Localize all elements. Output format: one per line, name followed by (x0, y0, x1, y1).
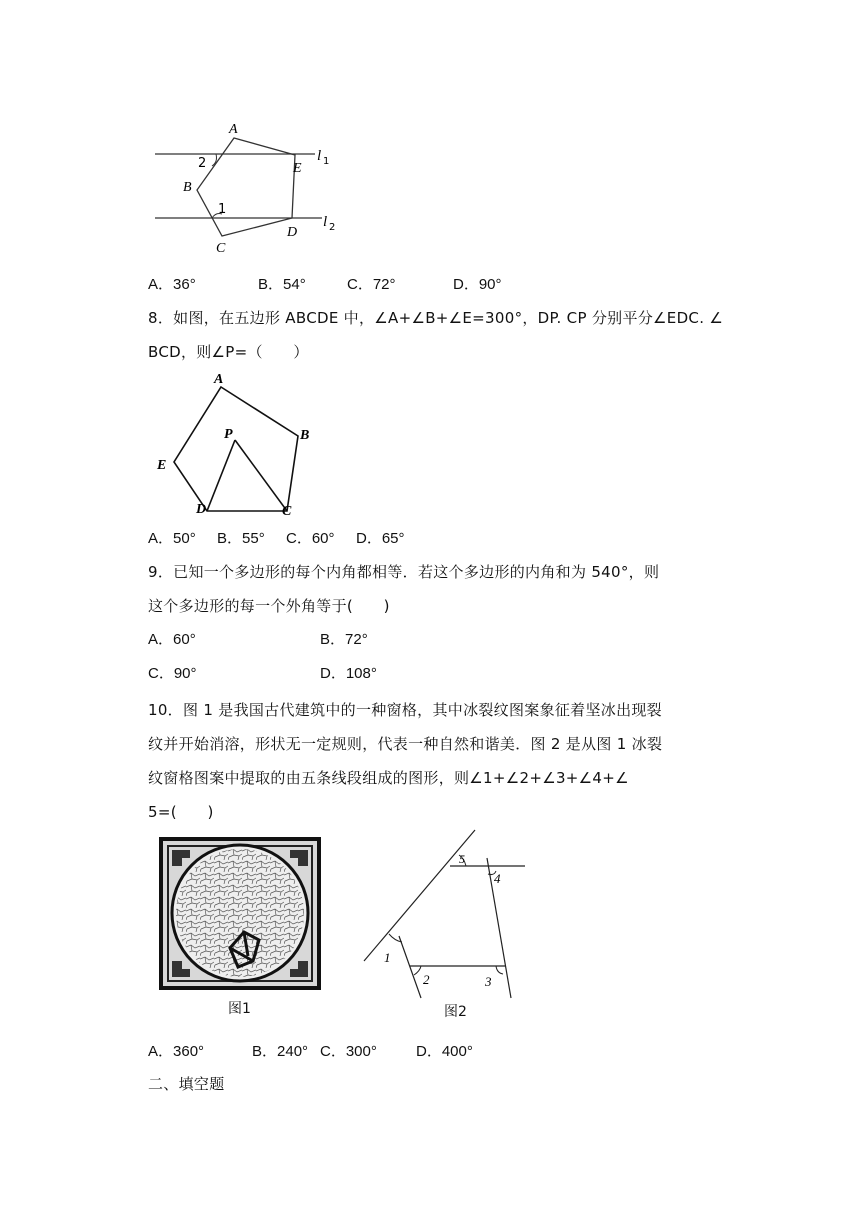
q7-label-d: D (287, 225, 298, 240)
q10-angle-4: 4 (494, 871, 501, 886)
q10-option-a[interactable]: A．360° (148, 1043, 205, 1060)
q8-text-line2: BCD，则∠P=（ ） (148, 343, 309, 361)
q8-label-c: C (282, 504, 292, 515)
q10-text-line2: 纹并开始消溶，形状无一定规则，代表一种自然和谐美．图 2 是从图 1 冰裂 (148, 735, 663, 753)
q8-option-c[interactable]: C．60° (286, 530, 335, 547)
q7-label-l1: l (317, 148, 322, 164)
q7-option-c[interactable]: C．72° (347, 276, 396, 293)
q10-option-b[interactable]: B．240° (252, 1043, 309, 1060)
q9-text-line1: 9．已知一个多边形的每个内角都相等．若这个多边形的内角和为 540°，则 (148, 563, 660, 581)
q10-option-c[interactable]: C．300° (320, 1043, 377, 1060)
q10-angle-2: 2 (423, 972, 430, 987)
q7-angle-1: 1 (218, 202, 227, 217)
q7-option-d[interactable]: D．90° (453, 276, 502, 293)
q7-label-l2-sub: 2 (329, 222, 336, 233)
q8-label-p: P (224, 427, 233, 442)
q7-label-a: A (229, 122, 238, 137)
q7-angle-2: 2 (198, 156, 207, 171)
q8-option-b[interactable]: B．55° (217, 530, 265, 547)
q10-text-line1: 10．图 1 是我国古代建筑中的一种窗格，其中冰裂纹图案象征着坚冰出现裂 (148, 701, 662, 719)
q8-option-d[interactable]: D．65° (356, 530, 405, 547)
q9-option-d[interactable]: D．108° (320, 665, 377, 682)
q7-label-l2: l (323, 214, 328, 230)
q7-option-a[interactable]: A．36° (148, 276, 196, 293)
q10-angle-3: 3 (485, 974, 492, 989)
q10-text-line4: 5=( ) (148, 803, 214, 821)
q7-label-c: C (216, 241, 226, 256)
q8-option-a[interactable]: A．50° (148, 530, 196, 547)
q10-figure2-caption: 图2 (444, 1004, 467, 1020)
q7-figure (150, 118, 350, 258)
q8-label-a: A (214, 372, 224, 387)
section-heading: 二、填空题 (148, 1075, 225, 1093)
q10-figure2 (358, 826, 533, 1001)
q10-angle-5: 5 (459, 852, 465, 866)
q7-label-l1-sub: 1 (323, 156, 330, 167)
q10-figure1-window (158, 836, 323, 991)
q8-label-b: B (300, 428, 310, 443)
q10-text-line3: 纹窗格图案中提取的由五条线段组成的图形，则∠1+∠2+∠3+∠4+∠ (148, 769, 629, 787)
q8-label-d: D (196, 502, 207, 515)
q10-angle-1: 1 (384, 950, 391, 965)
q8-figure (150, 370, 330, 515)
q8-text-line1: 8．如图，在五边形 ABCDE 中，∠A+∠B+∠E=300°，DP. CP 分别平分∠EDC. ∠ (148, 309, 724, 327)
q7-option-b[interactable]: B．54° (258, 276, 306, 293)
q9-option-c[interactable]: C．90° (148, 665, 197, 682)
q9-option-b[interactable]: B．72° (320, 631, 368, 648)
q9-option-a[interactable]: A．60° (148, 631, 196, 648)
q7-label-b: B (183, 180, 192, 195)
q9-text-line2: 这个多边形的每一个外角等于( ) (148, 597, 390, 615)
q10-option-d[interactable]: D．400° (416, 1043, 473, 1060)
q8-label-e: E (157, 458, 167, 473)
q10-figure1-caption: 图1 (228, 1001, 251, 1017)
q7-label-e: E (293, 161, 302, 176)
